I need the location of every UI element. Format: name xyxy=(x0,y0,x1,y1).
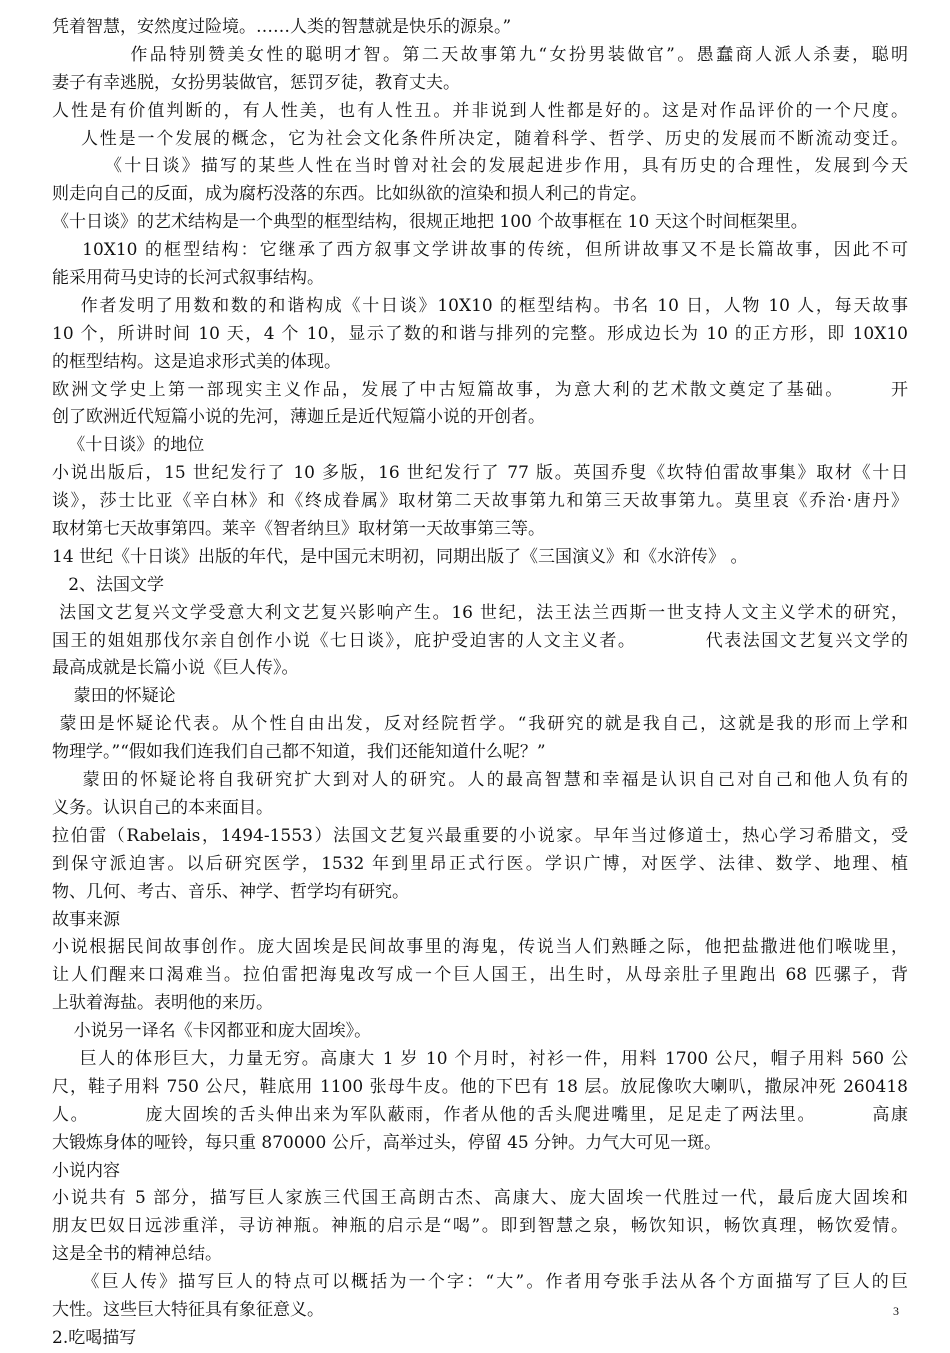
text-line: 让人们醒来口渴难当。拉伯雷把海鬼改写成一个巨人国王，出生时，从母亲肚子里跑出 68 匹骡子，背 xyxy=(52,965,908,986)
text-line: 10 个，所讲时间 10 天，4 个 10，显示了数的和谐与排列的完整。形成边长为 10 的正方形，即 10X10 xyxy=(52,323,908,344)
text-line: 法国文艺复兴文学受意大利文艺复兴影响产生。16 世纪，法王法兰西斯一世支持人文主义学术的研究， xyxy=(52,602,908,623)
text-line: 尺，鞋子用料 750 公尺，鞋底用 1100 张母牛皮。他的下巴有 18 层。放屁像吹大喇叭，撒尿冲死 260418 xyxy=(52,1076,908,1097)
text-line: 妻子有幸逃脱，女扮男装做官，惩罚歹徒，教育丈夫。 xyxy=(52,72,460,93)
text-line: 物理学。”“假如我们连我们自己都不知道，我们还能知道什么呢？” xyxy=(52,742,546,763)
text-line: 蒙田是怀疑论代表。从个性自由出发，反对经院哲学。“我研究的就是我自己，这就是我的形而上学和 xyxy=(52,714,908,735)
text-line: 小说出版后，15 世纪发行了 10 多版，16 世纪发行了 77 版。英国乔叟《坎特伯雷故事集》取材《十日 xyxy=(52,463,908,484)
text-line: 国王的姐姐那伐尔亲自创作小说《七日谈》，庇护受迫害的人文主义者。 代表法国文艺复兴文学的 xyxy=(52,630,908,651)
text-line: 人性是一个发展的概念，它为社会文化条件所决定，随着科学、哲学、历史的发展而不断流动变迁。 xyxy=(52,128,908,149)
text-line: 谈》，莎士比亚《辛白林》和《终成眷属》取材第二天故事第九和第三天故事第九。莫里哀《乔治·唐丹》 xyxy=(52,491,908,512)
text-line: 大性。这些巨大特征具有象征意义。 xyxy=(52,1299,324,1320)
text-line: 义务。认识自己的本来面目。 xyxy=(52,797,273,818)
text-line: 的框型结构。这是追求形式美的体现。 xyxy=(52,351,341,372)
text-line: 2、法国文学 xyxy=(52,574,165,595)
document-body xyxy=(52,14,908,1353)
text-line: 蒙田的怀疑论将自我研究扩大到对人的研究。人的最高智慧和幸福是认识自己对自己和他人负有的 xyxy=(52,770,908,791)
text-line: 人。 庞大固埃的舌头伸出来为军队蔽雨，作者从他的舌头爬进嘴里，足足走了两法里。 高康 xyxy=(52,1104,908,1125)
text-line: 作品特别赞美女性的聪明才智。第二天故事第九“女扮男装做官”。愚蠢商人派人杀妻，聪明 xyxy=(52,44,908,65)
text-line: 小说另一译名《卡冈都亚和庞大固埃》。 xyxy=(52,1021,372,1042)
text-line: 这是全书的精神总结。 xyxy=(52,1244,222,1265)
text-line: 《十日谈》描写的某些人性在当时曾对社会的发展起进步作用，具有历史的合理性，发展到今天 xyxy=(52,156,908,177)
page-number: 3 xyxy=(893,1304,899,1318)
text-line: 朋友巴奴日远涉重洋，寻访神瓶。神瓶的启示是“喝”。即到智慧之泉，畅饮知识，畅饮真理，畅饮爱情。 xyxy=(52,1216,908,1237)
text-line: 则走向自己的反面，成为腐朽没落的东西。比如纵欲的渲染和损人利己的肯定。 xyxy=(52,184,647,205)
text-line: 小说共有 5 部分，描写巨人家族三代国王高朗古杰、高康大、庞大固埃一代胜过一代，最后庞大固埃和 xyxy=(52,1188,908,1209)
text-line: 物、几何、考古、音乐、神学、哲学均有研究。 xyxy=(52,881,409,902)
text-line: 《十日谈》的艺术结构是一个典型的框型结构，很规正地把 100 个故事框在 10 天这个时间框架里。 xyxy=(52,212,808,233)
text-line: 14 世纪《十日谈》出版的年代，是中国元末明初，同期出版了《三国演义》和《水浒传》 。 xyxy=(52,546,748,567)
text-line: 故事来源 xyxy=(52,909,120,930)
text-line: 能采用荷马史诗的长河式叙事结构。 xyxy=(52,268,324,289)
text-line: 创了欧洲近代短篇小说的先河，薄迦丘是近代短篇小说的开创者。 xyxy=(52,407,545,428)
text-line: 凭着智慧，安然度过险境。……人类的智慧就是快乐的源泉。” xyxy=(52,17,512,37)
text-line: 作者发明了用数和数的和谐构成《十日谈》10X10 的框型结构。书名 10 日，人物 10 人，每天故事 xyxy=(52,295,908,316)
text-line: 10X10 的框型结构：它继承了西方叙事文学讲故事的传统，但所讲故事又不是长篇故事，因此不可 xyxy=(52,240,908,261)
text-line: 《十日谈》的地位 xyxy=(52,435,205,456)
text-line: 大锻炼身体的哑铃，每只重 870000 公斤，高举过头，停留 45 分钟。力气大可见一斑。 xyxy=(52,1132,722,1153)
text-line: 拉伯雷（Rabelais，1494-1553）法国文艺复兴最重要的小说家。早年当过修道士，热心学习希腊文，受 xyxy=(52,825,908,846)
text-line: 到保守派迫害。以后研究医学，1532 年到里昂正式行医。学识广博，对医学、法律、数学、地理、植 xyxy=(52,853,908,874)
text-line: 欧洲文学史上第一部现实主义作品，发展了中古短篇故事，为意大利的艺术散文奠定了基础。 开 xyxy=(52,379,908,400)
text-line: 巨人的体形巨大，力量无穷。高康大 1 岁 10 个月时，衬衫一件，用料 1700 公尺，帽子用料 560 公 xyxy=(52,1048,908,1069)
text-line: 人性是有价值判断的，有人性美，也有人性丑。并非说到人性都是好的。这是对作品评价的一个尺度。 xyxy=(52,100,908,121)
text-line: 蒙田的怀疑论 xyxy=(52,686,176,707)
text-line: 2.吃喝描写 xyxy=(52,1327,137,1348)
text-line: 最高成就是长篇小说《巨人传》。 xyxy=(52,658,299,679)
text-line: 上驮着海盐。表明他的来历。 xyxy=(52,993,273,1014)
text-line: 《巨人传》描写巨人的特点可以概括为一个字：“大”。作者用夸张手法从各个方面描写了巨人的巨 xyxy=(52,1272,908,1293)
text-line: 小说根据民间故事创作。庞大固埃是民间故事里的海鬼，传说当人们熟睡之际，他把盐撒进他们喉咙里， xyxy=(52,937,908,958)
text-line: 小说内容 xyxy=(52,1160,120,1181)
text-line: 取材第七天故事第四。莱辛《智者纳旦》取材第一天故事第三等。 xyxy=(52,519,545,540)
